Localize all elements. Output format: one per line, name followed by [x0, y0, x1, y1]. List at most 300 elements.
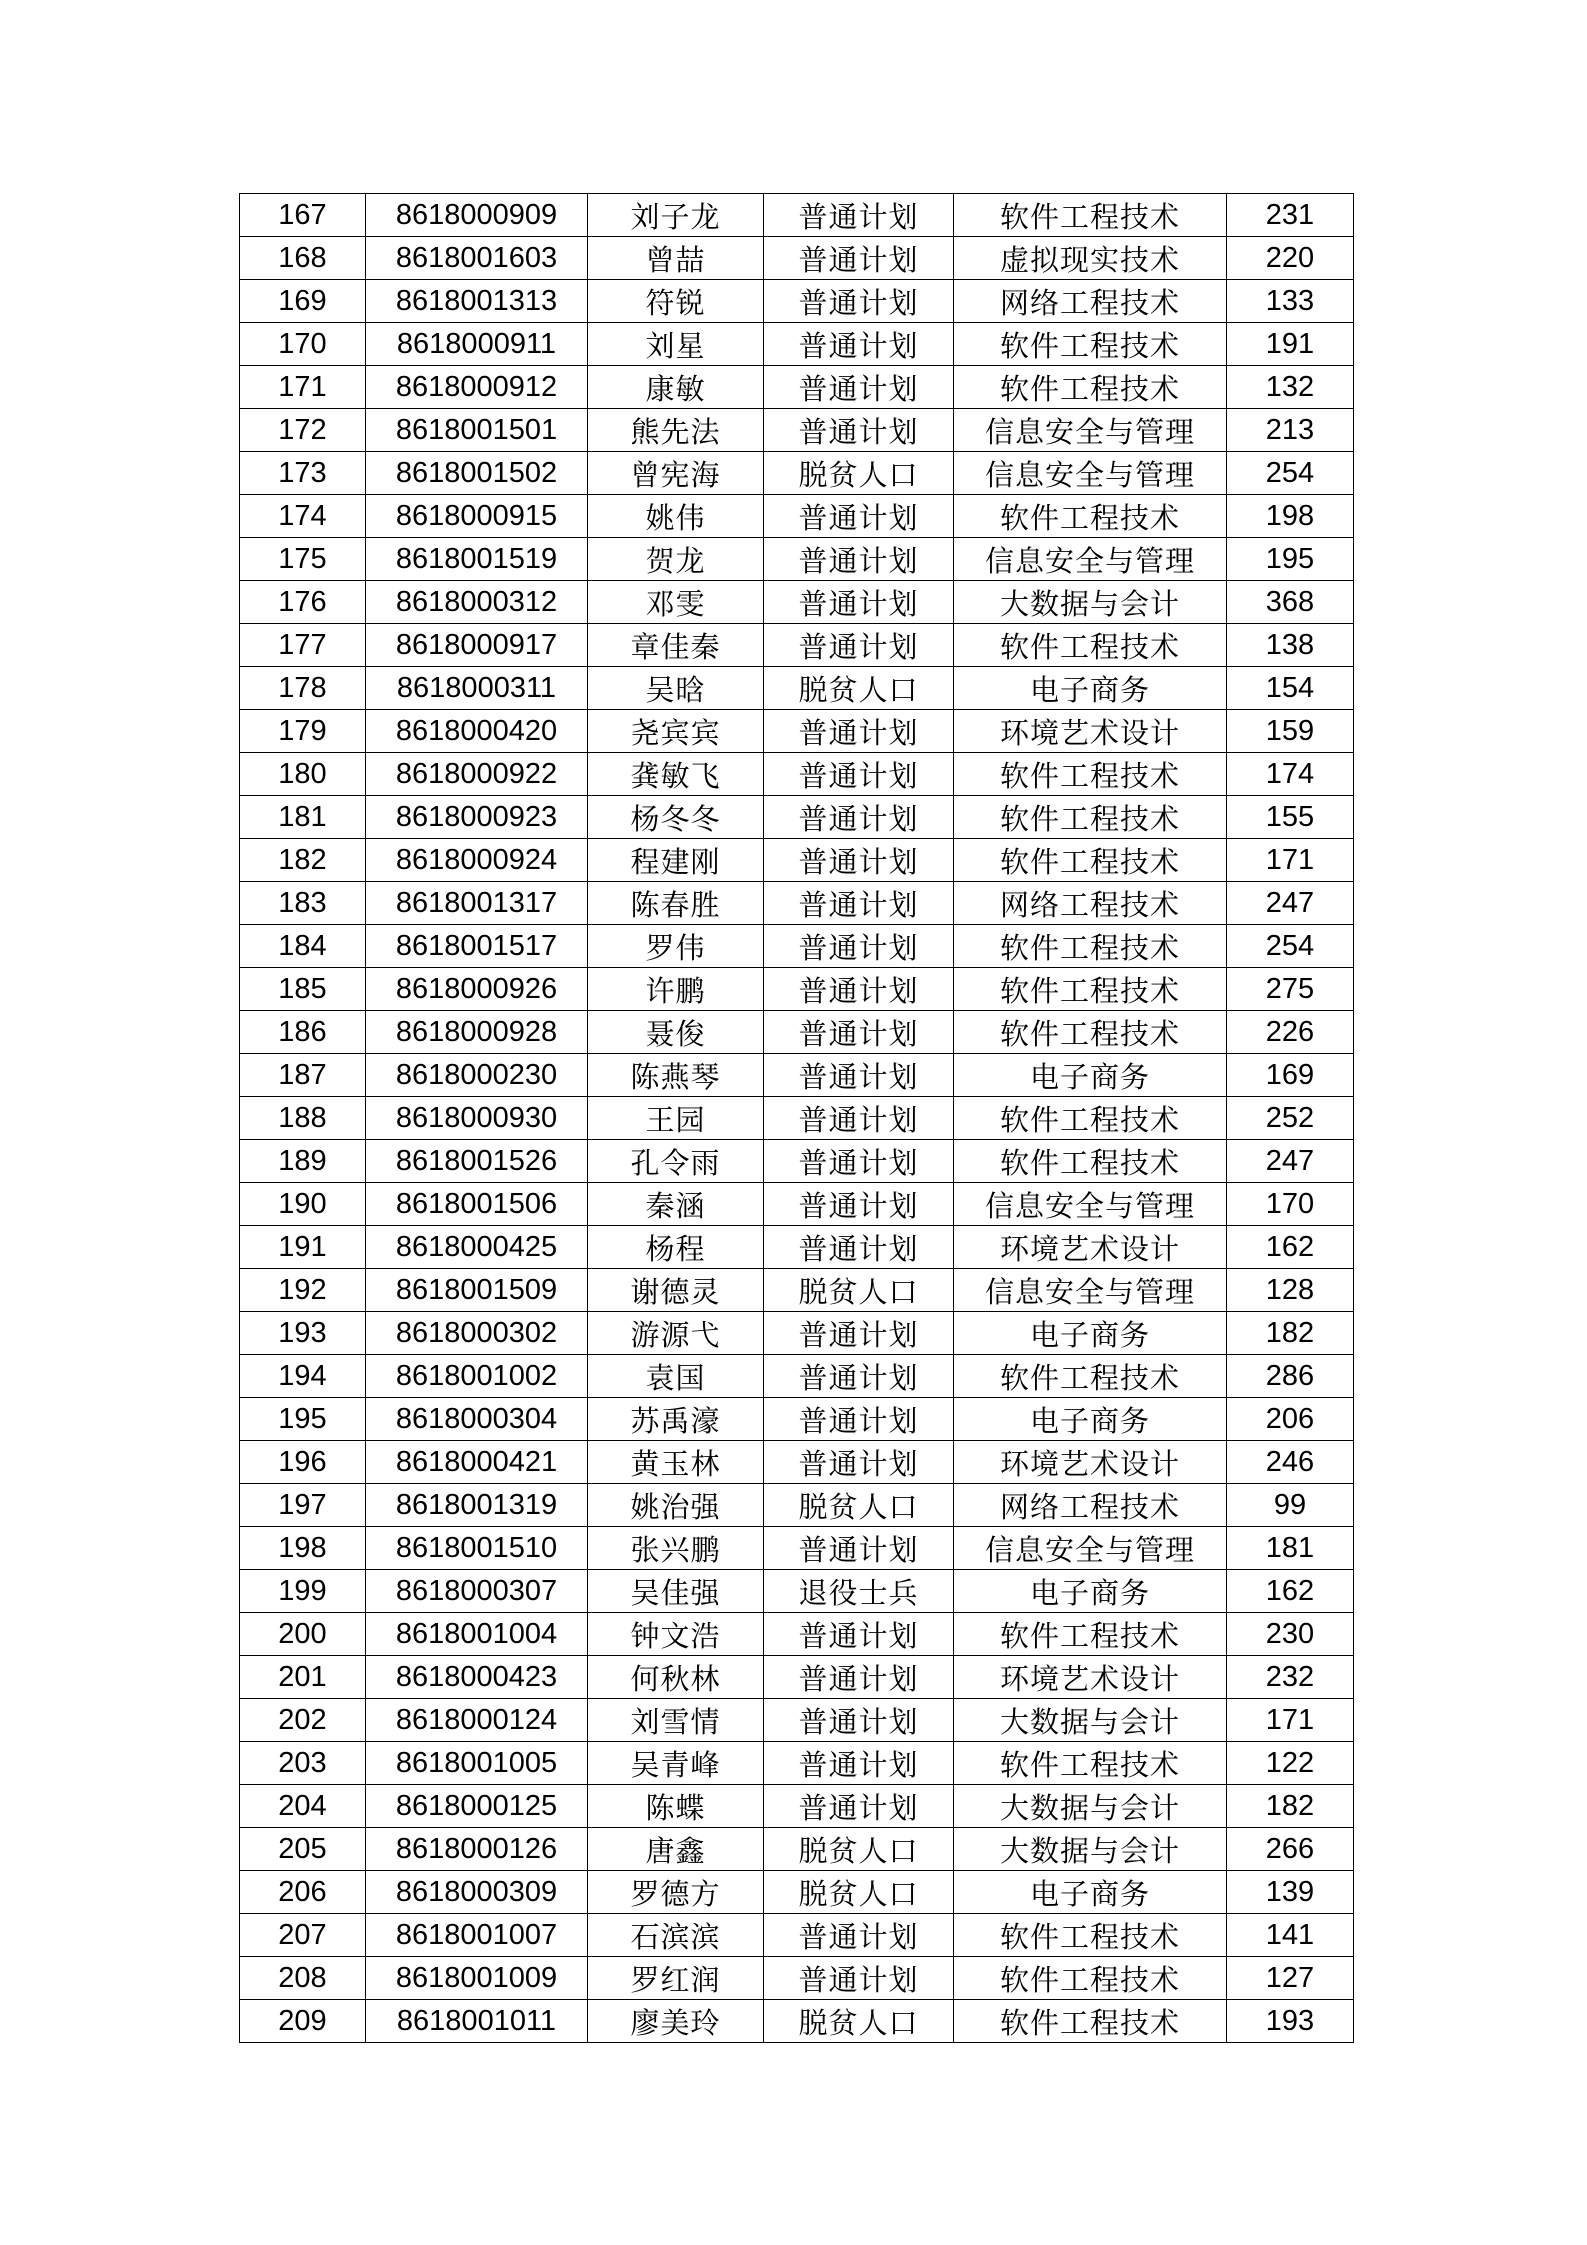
seq-cell: 202: [240, 1699, 366, 1742]
name-cell: 罗德方: [588, 1871, 764, 1914]
table-row: [240, 1484, 1354, 1527]
score-cell: 368: [1227, 581, 1354, 624]
score-cell: 182: [1227, 1312, 1354, 1355]
name-cell: 贺龙: [588, 538, 764, 581]
major-cell: 软件工程技术: [954, 753, 1227, 796]
name-cell: 黄玉林: [588, 1441, 764, 1484]
name-cell: 程建刚: [588, 839, 764, 882]
major-cell: 网络工程技术: [954, 280, 1227, 323]
plan-type-cell: 普通计划: [764, 1312, 954, 1355]
seq-cell: 189: [240, 1140, 366, 1183]
major-cell: 大数据与会计: [954, 1828, 1227, 1871]
name-cell: 杨冬冬: [588, 796, 764, 839]
plan-type-cell: 普通计划: [764, 1699, 954, 1742]
name-cell: 秦涵: [588, 1183, 764, 1226]
table-row: [240, 624, 1354, 667]
seq-cell: 171: [240, 366, 366, 409]
seq-cell: 186: [240, 1011, 366, 1054]
name-cell: 何秋林: [588, 1656, 764, 1699]
seq-cell: 180: [240, 753, 366, 796]
major-cell: 软件工程技术: [954, 366, 1227, 409]
name-cell: 孔令雨: [588, 1140, 764, 1183]
candidate-id-cell: 8618000126: [366, 1828, 588, 1871]
candidate-id-cell: 8618001519: [366, 538, 588, 581]
candidate-id-cell: 8618000909: [366, 194, 588, 237]
name-cell: 符锐: [588, 280, 764, 323]
score-cell: 247: [1227, 882, 1354, 925]
seq-cell: 179: [240, 710, 366, 753]
score-cell: 139: [1227, 1871, 1354, 1914]
name-cell: 曾宪海: [588, 452, 764, 495]
plan-type-cell: 普通计划: [764, 280, 954, 323]
table-row: [240, 839, 1354, 882]
name-cell: 许鹏: [588, 968, 764, 1011]
seq-cell: 195: [240, 1398, 366, 1441]
score-cell: 174: [1227, 753, 1354, 796]
table-row: [240, 1656, 1354, 1699]
candidate-id-cell: 8618001009: [366, 1957, 588, 2000]
seq-cell: 178: [240, 667, 366, 710]
table-row: [240, 1355, 1354, 1398]
seq-cell: 167: [240, 194, 366, 237]
plan-type-cell: 普通计划: [764, 1011, 954, 1054]
candidate-id-cell: 8618000302: [366, 1312, 588, 1355]
score-cell: 154: [1227, 667, 1354, 710]
score-cell: 191: [1227, 323, 1354, 366]
candidate-id-cell: 8618001317: [366, 882, 588, 925]
table-row: [240, 1914, 1354, 1957]
plan-type-cell: 普通计划: [764, 1097, 954, 1140]
table-row: [240, 323, 1354, 366]
candidate-id-cell: 8618001011: [366, 2000, 588, 2043]
score-cell: 128: [1227, 1269, 1354, 1312]
seq-cell: 183: [240, 882, 366, 925]
name-cell: 唐鑫: [588, 1828, 764, 1871]
score-cell: 182: [1227, 1785, 1354, 1828]
candidate-id-cell: 8618001502: [366, 452, 588, 495]
score-cell: 127: [1227, 1957, 1354, 2000]
seq-cell: 185: [240, 968, 366, 1011]
score-cell: 170: [1227, 1183, 1354, 1226]
table-row: [240, 1742, 1354, 1785]
candidate-id-cell: 8618001509: [366, 1269, 588, 1312]
score-cell: 138: [1227, 624, 1354, 667]
candidate-id-cell: 8618000307: [366, 1570, 588, 1613]
score-cell: 254: [1227, 925, 1354, 968]
plan-type-cell: 普通计划: [764, 710, 954, 753]
table-row: [240, 2000, 1354, 2043]
major-cell: 软件工程技术: [954, 796, 1227, 839]
plan-type-cell: 脱贫人口: [764, 452, 954, 495]
candidate-id-cell: 8618001004: [366, 1613, 588, 1656]
major-cell: 信息安全与管理: [954, 452, 1227, 495]
table-row: [240, 1570, 1354, 1613]
candidate-id-cell: 8618000912: [366, 366, 588, 409]
major-cell: 信息安全与管理: [954, 1183, 1227, 1226]
name-cell: 王园: [588, 1097, 764, 1140]
major-cell: 信息安全与管理: [954, 538, 1227, 581]
seq-cell: 175: [240, 538, 366, 581]
major-cell: 信息安全与管理: [954, 409, 1227, 452]
candidate-id-cell: 8618000421: [366, 1441, 588, 1484]
seq-cell: 184: [240, 925, 366, 968]
table-row: [240, 1871, 1354, 1914]
candidate-id-cell: 8618001005: [366, 1742, 588, 1785]
table-row: [240, 452, 1354, 495]
candidate-id-cell: 8618000309: [366, 1871, 588, 1914]
name-cell: 熊先法: [588, 409, 764, 452]
major-cell: 电子商务: [954, 1312, 1227, 1355]
name-cell: 钟文浩: [588, 1613, 764, 1656]
table-row: [240, 366, 1354, 409]
seq-cell: 182: [240, 839, 366, 882]
score-cell: 266: [1227, 1828, 1354, 1871]
major-cell: 软件工程技术: [954, 2000, 1227, 2043]
table-row: [240, 1441, 1354, 1484]
table-row: [240, 1011, 1354, 1054]
plan-type-cell: 脱贫人口: [764, 667, 954, 710]
name-cell: 康敏: [588, 366, 764, 409]
candidate-id-cell: 8618001510: [366, 1527, 588, 1570]
table-row: [240, 1828, 1354, 1871]
major-cell: 软件工程技术: [954, 323, 1227, 366]
name-cell: 姚治强: [588, 1484, 764, 1527]
seq-cell: 209: [240, 2000, 366, 2043]
seq-cell: 177: [240, 624, 366, 667]
candidate-id-cell: 8618001501: [366, 409, 588, 452]
major-cell: 环境艺术设计: [954, 710, 1227, 753]
name-cell: 聂俊: [588, 1011, 764, 1054]
seq-cell: 205: [240, 1828, 366, 1871]
seq-cell: 206: [240, 1871, 366, 1914]
plan-type-cell: 普通计划: [764, 968, 954, 1011]
major-cell: 软件工程技术: [954, 839, 1227, 882]
table-row: [240, 1054, 1354, 1097]
name-cell: 刘雪情: [588, 1699, 764, 1742]
score-cell: 247: [1227, 1140, 1354, 1183]
major-cell: 软件工程技术: [954, 1957, 1227, 2000]
major-cell: 电子商务: [954, 1398, 1227, 1441]
plan-type-cell: 脱贫人口: [764, 2000, 954, 2043]
plan-type-cell: 普通计划: [764, 1398, 954, 1441]
plan-type-cell: 普通计划: [764, 1742, 954, 1785]
plan-type-cell: 普通计划: [764, 1785, 954, 1828]
candidate-id-cell: 8618001603: [366, 237, 588, 280]
major-cell: 电子商务: [954, 1871, 1227, 1914]
table-row: [240, 1269, 1354, 1312]
candidate-id-cell: 8618000928: [366, 1011, 588, 1054]
seq-cell: 208: [240, 1957, 366, 2000]
seq-cell: 181: [240, 796, 366, 839]
table-row: [240, 753, 1354, 796]
score-cell: 99: [1227, 1484, 1354, 1527]
plan-type-cell: 普通计划: [764, 1355, 954, 1398]
name-cell: 苏禹濠: [588, 1398, 764, 1441]
name-cell: 袁国: [588, 1355, 764, 1398]
plan-type-cell: 普通计划: [764, 624, 954, 667]
table-row: [240, 1957, 1354, 2000]
major-cell: 网络工程技术: [954, 1484, 1227, 1527]
seq-cell: 198: [240, 1527, 366, 1570]
plan-type-cell: 普通计划: [764, 1613, 954, 1656]
seq-cell: 194: [240, 1355, 366, 1398]
score-cell: 162: [1227, 1570, 1354, 1613]
score-cell: 181: [1227, 1527, 1354, 1570]
name-cell: 姚伟: [588, 495, 764, 538]
major-cell: 大数据与会计: [954, 581, 1227, 624]
table-row: [240, 495, 1354, 538]
name-cell: 廖美玲: [588, 2000, 764, 2043]
plan-type-cell: 普通计划: [764, 1140, 954, 1183]
candidate-id-cell: 8618000930: [366, 1097, 588, 1140]
candidate-id-cell: 8618000125: [366, 1785, 588, 1828]
table-row: [240, 667, 1354, 710]
score-cell: 206: [1227, 1398, 1354, 1441]
major-cell: 软件工程技术: [954, 495, 1227, 538]
plan-type-cell: 普通计划: [764, 925, 954, 968]
seq-cell: 168: [240, 237, 366, 280]
table-row: [240, 538, 1354, 581]
candidate-id-cell: 8618001319: [366, 1484, 588, 1527]
score-cell: 246: [1227, 1441, 1354, 1484]
major-cell: 软件工程技术: [954, 925, 1227, 968]
table-row: [240, 796, 1354, 839]
name-cell: 石滨滨: [588, 1914, 764, 1957]
major-cell: 环境艺术设计: [954, 1226, 1227, 1269]
plan-type-cell: 退役士兵: [764, 1570, 954, 1613]
plan-type-cell: 普通计划: [764, 1183, 954, 1226]
candidate-id-cell: 8618000304: [366, 1398, 588, 1441]
candidate-id-cell: 8618000311: [366, 667, 588, 710]
name-cell: 张兴鹏: [588, 1527, 764, 1570]
plan-type-cell: 普通计划: [764, 237, 954, 280]
score-cell: 155: [1227, 796, 1354, 839]
seq-cell: 172: [240, 409, 366, 452]
table-row: [240, 925, 1354, 968]
plan-type-cell: 普通计划: [764, 1527, 954, 1570]
candidate-id-cell: 8618000420: [366, 710, 588, 753]
name-cell: 陈蝶: [588, 1785, 764, 1828]
seq-cell: 196: [240, 1441, 366, 1484]
name-cell: 邓雯: [588, 581, 764, 624]
table-row: [240, 1183, 1354, 1226]
table-row: [240, 710, 1354, 753]
plan-type-cell: 普通计划: [764, 882, 954, 925]
plan-type-cell: 普通计划: [764, 796, 954, 839]
table-body: [240, 194, 1354, 2043]
major-cell: 软件工程技术: [954, 1355, 1227, 1398]
major-cell: 软件工程技术: [954, 1613, 1227, 1656]
plan-type-cell: 普通计划: [764, 1226, 954, 1269]
score-cell: 286: [1227, 1355, 1354, 1398]
seq-cell: 203: [240, 1742, 366, 1785]
table-row: [240, 1097, 1354, 1140]
table-row: [240, 968, 1354, 1011]
seq-cell: 207: [240, 1914, 366, 1957]
plan-type-cell: 脱贫人口: [764, 1828, 954, 1871]
plan-type-cell: 普通计划: [764, 194, 954, 237]
plan-type-cell: 普通计划: [764, 538, 954, 581]
score-cell: 198: [1227, 495, 1354, 538]
major-cell: 电子商务: [954, 1570, 1227, 1613]
score-cell: 232: [1227, 1656, 1354, 1699]
score-cell: 252: [1227, 1097, 1354, 1140]
plan-type-cell: 普通计划: [764, 753, 954, 796]
major-cell: 软件工程技术: [954, 1011, 1227, 1054]
candidate-id-cell: 8618001517: [366, 925, 588, 968]
major-cell: 网络工程技术: [954, 882, 1227, 925]
table-row: [240, 1613, 1354, 1656]
major-cell: 信息安全与管理: [954, 1527, 1227, 1570]
name-cell: 刘子龙: [588, 194, 764, 237]
candidate-id-cell: 8618000922: [366, 753, 588, 796]
score-cell: 132: [1227, 366, 1354, 409]
major-cell: 大数据与会计: [954, 1785, 1227, 1828]
major-cell: 大数据与会计: [954, 1699, 1227, 1742]
plan-type-cell: 普通计划: [764, 581, 954, 624]
name-cell: 吴青峰: [588, 1742, 764, 1785]
major-cell: 软件工程技术: [954, 194, 1227, 237]
score-cell: 171: [1227, 1699, 1354, 1742]
seq-cell: 204: [240, 1785, 366, 1828]
table-row: [240, 1527, 1354, 1570]
candidate-id-cell: 8618000911: [366, 323, 588, 366]
score-cell: 230: [1227, 1613, 1354, 1656]
name-cell: 杨程: [588, 1226, 764, 1269]
plan-type-cell: 普通计划: [764, 409, 954, 452]
name-cell: 游源弋: [588, 1312, 764, 1355]
table-row: [240, 581, 1354, 624]
plan-type-cell: 普通计划: [764, 1957, 954, 2000]
name-cell: 罗伟: [588, 925, 764, 968]
name-cell: 刘星: [588, 323, 764, 366]
table-row: [240, 1226, 1354, 1269]
score-cell: 226: [1227, 1011, 1354, 1054]
major-cell: 环境艺术设计: [954, 1441, 1227, 1484]
major-cell: 信息安全与管理: [954, 1269, 1227, 1312]
candidate-id-cell: 8618000926: [366, 968, 588, 1011]
name-cell: 吴佳强: [588, 1570, 764, 1613]
candidate-id-cell: 8618001313: [366, 280, 588, 323]
seq-cell: 201: [240, 1656, 366, 1699]
plan-type-cell: 脱贫人口: [764, 1484, 954, 1527]
name-cell: 曾喆: [588, 237, 764, 280]
plan-type-cell: 普通计划: [764, 323, 954, 366]
candidate-id-cell: 8618001007: [366, 1914, 588, 1957]
major-cell: 软件工程技术: [954, 1140, 1227, 1183]
table-row: [240, 409, 1354, 452]
plan-type-cell: 普通计划: [764, 1656, 954, 1699]
table-row: [240, 1312, 1354, 1355]
table-row: [240, 194, 1354, 237]
name-cell: 罗红润: [588, 1957, 764, 2000]
table-row: [240, 1785, 1354, 1828]
seq-cell: 176: [240, 581, 366, 624]
seq-cell: 192: [240, 1269, 366, 1312]
seq-cell: 200: [240, 1613, 366, 1656]
score-cell: 141: [1227, 1914, 1354, 1957]
candidate-id-cell: 8618000923: [366, 796, 588, 839]
name-cell: 章佳秦: [588, 624, 764, 667]
score-cell: 220: [1227, 237, 1354, 280]
seq-cell: 170: [240, 323, 366, 366]
candidate-id-cell: 8618000924: [366, 839, 588, 882]
table-row: [240, 1699, 1354, 1742]
plan-type-cell: 脱贫人口: [764, 1269, 954, 1312]
candidate-id-cell: 8618000423: [366, 1656, 588, 1699]
candidate-id-cell: 8618000915: [366, 495, 588, 538]
score-cell: 162: [1227, 1226, 1354, 1269]
table-row: [240, 882, 1354, 925]
score-cell: 254: [1227, 452, 1354, 495]
score-cell: 195: [1227, 538, 1354, 581]
major-cell: 环境艺术设计: [954, 1656, 1227, 1699]
score-cell: 133: [1227, 280, 1354, 323]
candidate-id-cell: 8618000230: [366, 1054, 588, 1097]
seq-cell: 197: [240, 1484, 366, 1527]
table-row: [240, 1140, 1354, 1183]
major-cell: 电子商务: [954, 1054, 1227, 1097]
table-row: [240, 1398, 1354, 1441]
plan-type-cell: 普通计划: [764, 366, 954, 409]
name-cell: 陈春胜: [588, 882, 764, 925]
plan-type-cell: 普通计划: [764, 839, 954, 882]
name-cell: 吴晗: [588, 667, 764, 710]
candidate-id-cell: 8618001526: [366, 1140, 588, 1183]
plan-type-cell: 普通计划: [764, 1914, 954, 1957]
score-cell: 213: [1227, 409, 1354, 452]
major-cell: 软件工程技术: [954, 1914, 1227, 1957]
major-cell: 软件工程技术: [954, 624, 1227, 667]
plan-type-cell: 普通计划: [764, 1054, 954, 1097]
major-cell: 电子商务: [954, 667, 1227, 710]
seq-cell: 188: [240, 1097, 366, 1140]
name-cell: 龚敏飞: [588, 753, 764, 796]
name-cell: 陈燕琴: [588, 1054, 764, 1097]
seq-cell: 190: [240, 1183, 366, 1226]
seq-cell: 191: [240, 1226, 366, 1269]
candidate-id-cell: 8618001506: [366, 1183, 588, 1226]
seq-cell: 193: [240, 1312, 366, 1355]
score-cell: 231: [1227, 194, 1354, 237]
score-cell: 169: [1227, 1054, 1354, 1097]
table-row: [240, 280, 1354, 323]
major-cell: 软件工程技术: [954, 968, 1227, 1011]
name-cell: 谢德灵: [588, 1269, 764, 1312]
candidate-id-cell: 8618000124: [366, 1699, 588, 1742]
major-cell: 软件工程技术: [954, 1742, 1227, 1785]
seq-cell: 174: [240, 495, 366, 538]
score-cell: 193: [1227, 2000, 1354, 2043]
major-cell: 虚拟现实技术: [954, 237, 1227, 280]
score-cell: 122: [1227, 1742, 1354, 1785]
plan-type-cell: 脱贫人口: [764, 1871, 954, 1914]
table-row: [240, 237, 1354, 280]
plan-type-cell: 普通计划: [764, 1441, 954, 1484]
seq-cell: 199: [240, 1570, 366, 1613]
score-cell: 275: [1227, 968, 1354, 1011]
score-cell: 171: [1227, 839, 1354, 882]
candidate-id-cell: 8618000917: [366, 624, 588, 667]
major-cell: 软件工程技术: [954, 1097, 1227, 1140]
candidate-id-cell: 8618000425: [366, 1226, 588, 1269]
plan-type-cell: 普通计划: [764, 495, 954, 538]
seq-cell: 187: [240, 1054, 366, 1097]
candidate-id-cell: 8618001002: [366, 1355, 588, 1398]
score-cell: 159: [1227, 710, 1354, 753]
candidate-id-cell: 8618000312: [366, 581, 588, 624]
admission-list-table: [239, 193, 1354, 2043]
